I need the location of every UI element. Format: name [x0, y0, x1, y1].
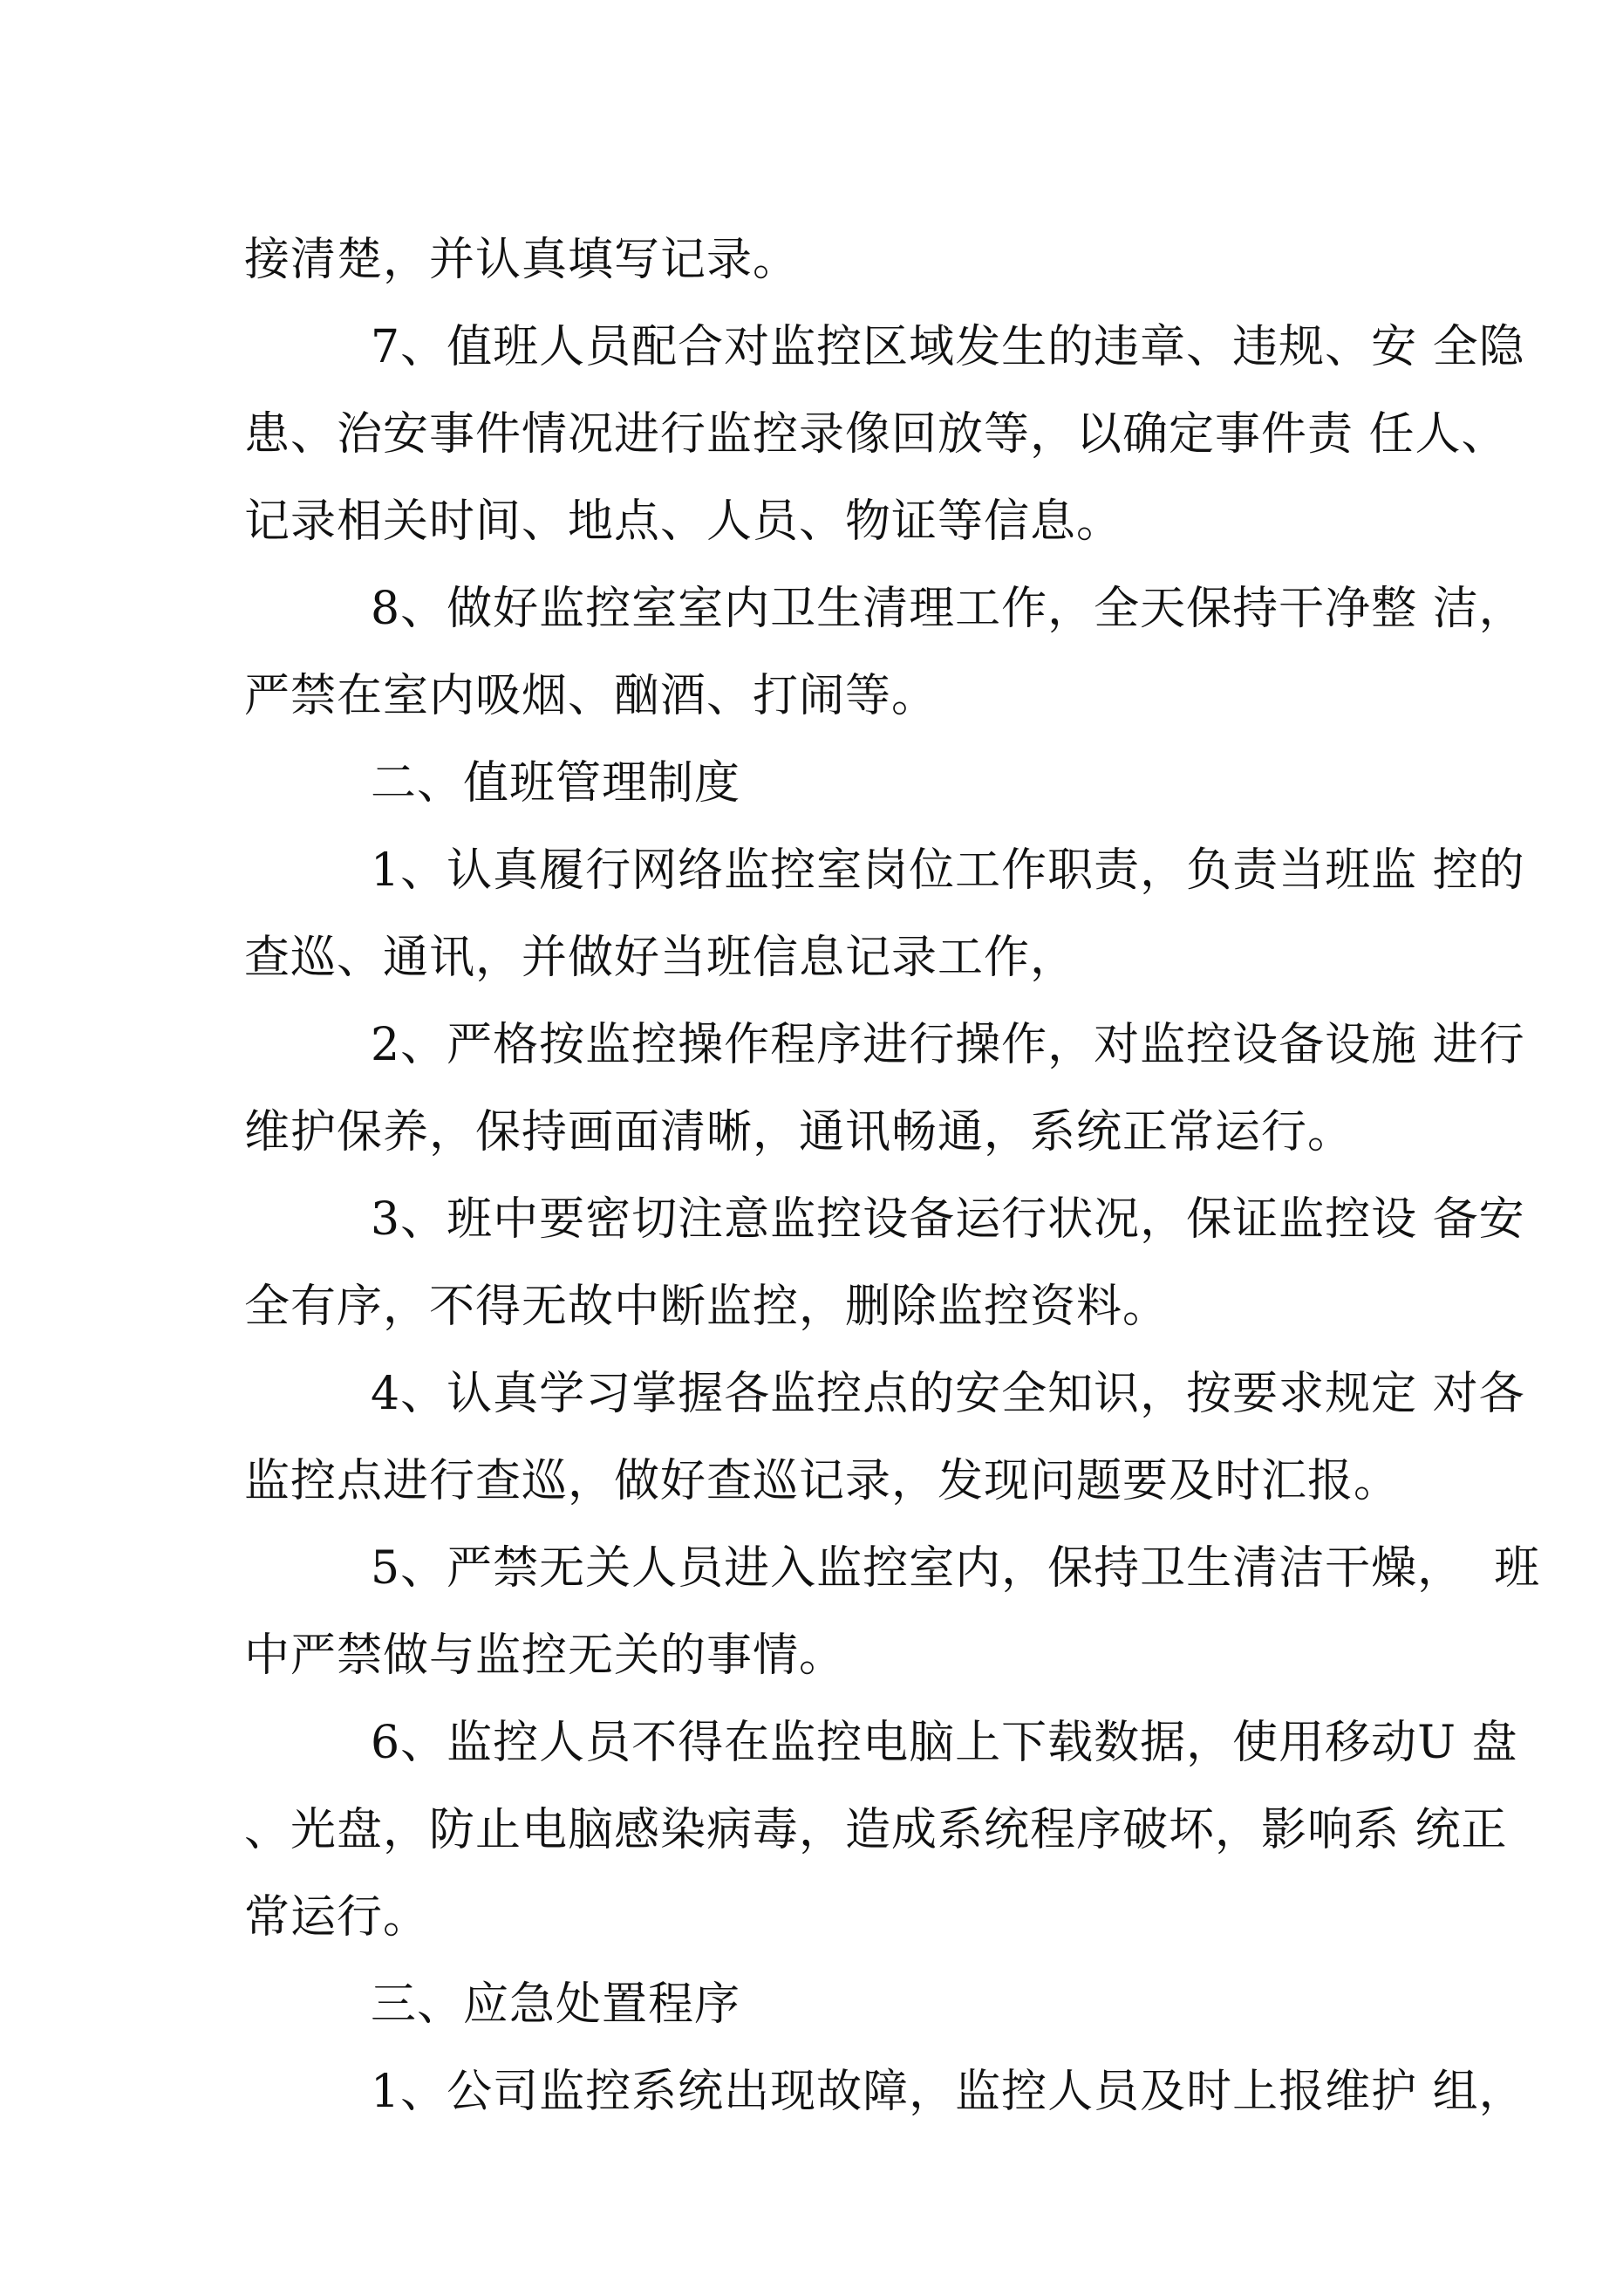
text-line-10: 2、严格按监控操作程序进行操作，对监控设备设施 进行 [371, 1019, 1525, 1071]
text-line-3: 患、治安事件情况进行监控录像回放等，以确定事件责 任人、 [244, 408, 1508, 461]
text-line-2: 7、值班人员配合对监控区域发生的违章、违规、安 全隐 [371, 321, 1525, 373]
text-line-15: 监控点进行查巡，做好查巡记录，发现问题要及时汇报。 [244, 1455, 1401, 1507]
text-line-22: 1、公司监控系统出现故障，监控人员及时上报维护 组， [371, 2066, 1525, 2118]
text-line-19: 、光盘，防止电脑感染病毒，造成系统程序破坏，影响系 统正 [244, 1804, 1508, 1856]
text-line-8: 1、认真履行网络监控室岗位工作职责，负责当班监 控的 [371, 844, 1525, 897]
section-heading-3: 三、应急处置程序 [371, 1978, 741, 2031]
text-line-9: 查巡、通讯，并做好当班信息记录工作， [244, 932, 1077, 984]
section-heading-2: 二、值班管理制度 [371, 757, 741, 810]
text-line-17: 中严禁做与监控无关的事情。 [244, 1630, 846, 1682]
text-line-20: 常运行。 [244, 1891, 430, 1944]
text-line-14: 4、认真学习掌握各监控点的安全知识，按要求规定 对各 [371, 1368, 1525, 1420]
text-line-16: 5、严禁无关人员进入监控室内，保持卫生清洁干燥， 班 [371, 1542, 1541, 1595]
text-line-6: 严禁在室内吸烟、酗酒、打闹等。 [244, 670, 938, 722]
text-line-5: 8、做好监控室室内卫生清理工作，全天保持干净整 洁， [371, 583, 1525, 635]
text-line-12: 3、班中要密切注意监控设备运行状况，保证监控设 备安 [371, 1193, 1525, 1246]
text-line-18: 6、监控人员不得在监控电脑上下载数据，使用移动U 盘 [371, 1717, 1518, 1769]
text-line-13: 全有序，不得无故中断监控，删除监控资料。 [244, 1281, 1170, 1333]
text-line-1: 接清楚，并认真填写记录。 [244, 234, 800, 286]
text-line-11: 维护保养，保持画面清晰，通讯畅通，系统正常运行。 [244, 1106, 1354, 1158]
text-line-4: 记录相关时间、地点、人员、物证等信息。 [244, 495, 1123, 548]
